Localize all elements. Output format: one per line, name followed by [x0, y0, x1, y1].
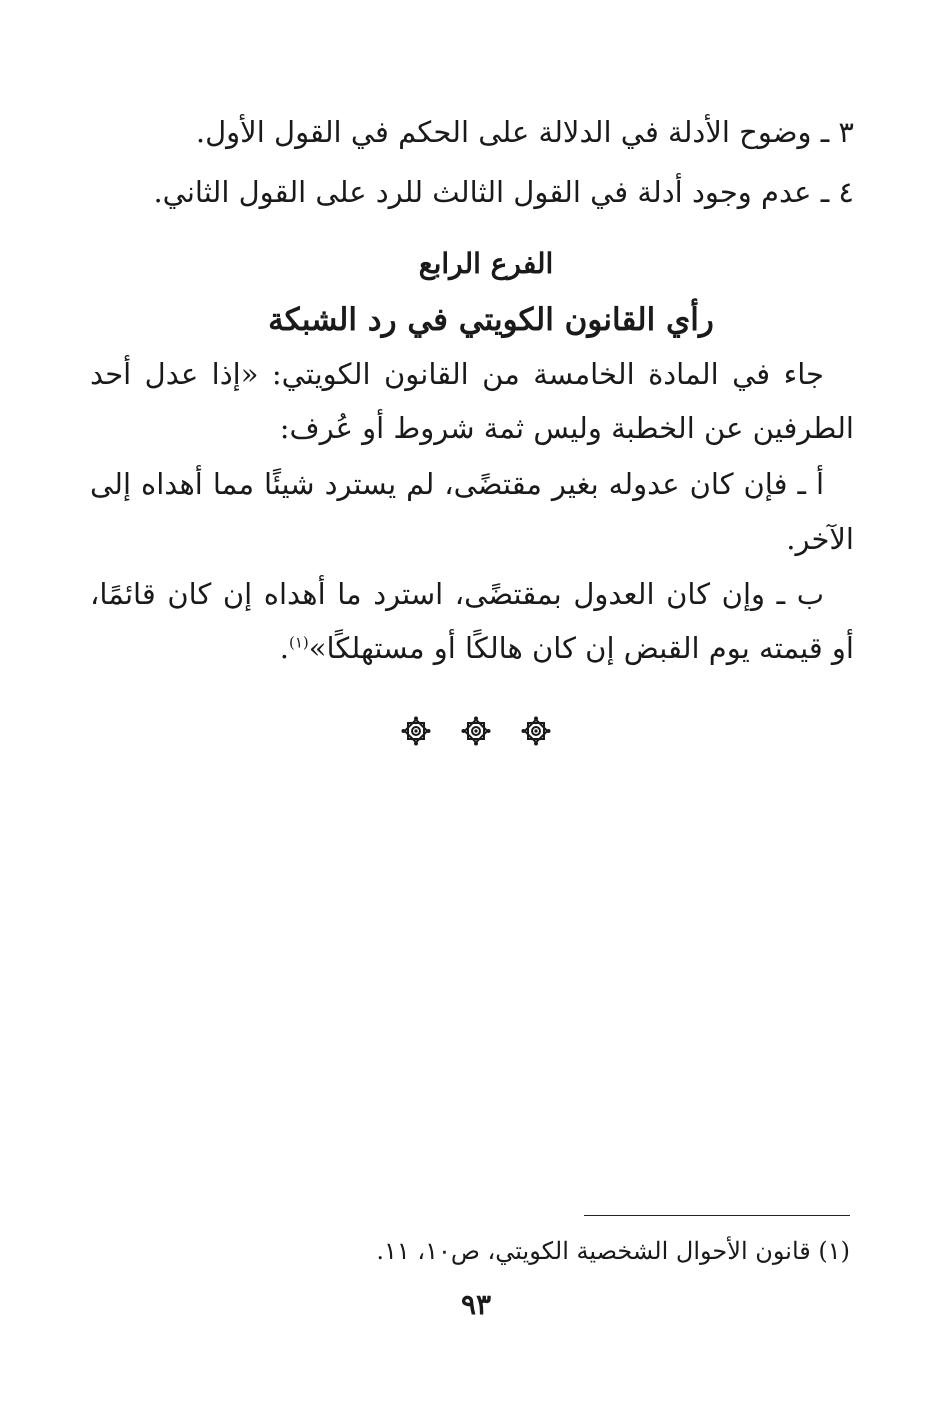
list-item-3: ٣ ـ وضوح الأدلة في الدلالة على الحكم في القول الأول.	[195, 115, 854, 149]
list-item-4: ٤ ـ عدم وجود أدلة في القول الثالث للرد على القول الثاني.	[153, 175, 854, 209]
floral-star-icon	[521, 716, 551, 746]
floral-star-icon	[401, 716, 431, 746]
section-title: رأي القانون الكويتي في رد الشبكة	[268, 302, 714, 338]
clause-a-line-2: الآخر.	[786, 522, 854, 556]
clause-b-line-2	[90, 628, 854, 668]
clause-a-line-1: أ ـ فإن كان عدوله بغير مقتضًى، لم يسترد شيئًا مما أهداه إلى	[90, 467, 824, 501]
footnote: (١) قانون الأحوال الشخصية الكويتي، ص١٠، ١١.	[376, 1237, 850, 1265]
section-end-ornaments	[0, 716, 942, 746]
page-number: ٩٣	[460, 1288, 492, 1321]
intro-line-1: جاء في المادة الخامسة من القانون الكويتي: «إذا عدل أحد	[90, 357, 824, 391]
clause-b-line-1: ب ـ وإن كان العدول بمقتضًى، استرد ما أهداه إن كان قائمًا،	[90, 577, 824, 611]
floral-star-icon	[461, 716, 491, 746]
footnote-divider	[584, 1215, 850, 1216]
clause-b-line-2-text: أو قيمته يوم القبض إن كان هالكًا أو مستهلكًا»	[308, 631, 854, 665]
intro-line-2: الطرفين عن الخطبة وليس ثمة شروط أو عُرف:	[279, 411, 854, 445]
footnote-reference: (١)	[288, 633, 309, 652]
section-label: الفرع الرابع	[418, 247, 554, 280]
clause-b-line-2-end: .	[279, 631, 289, 665]
